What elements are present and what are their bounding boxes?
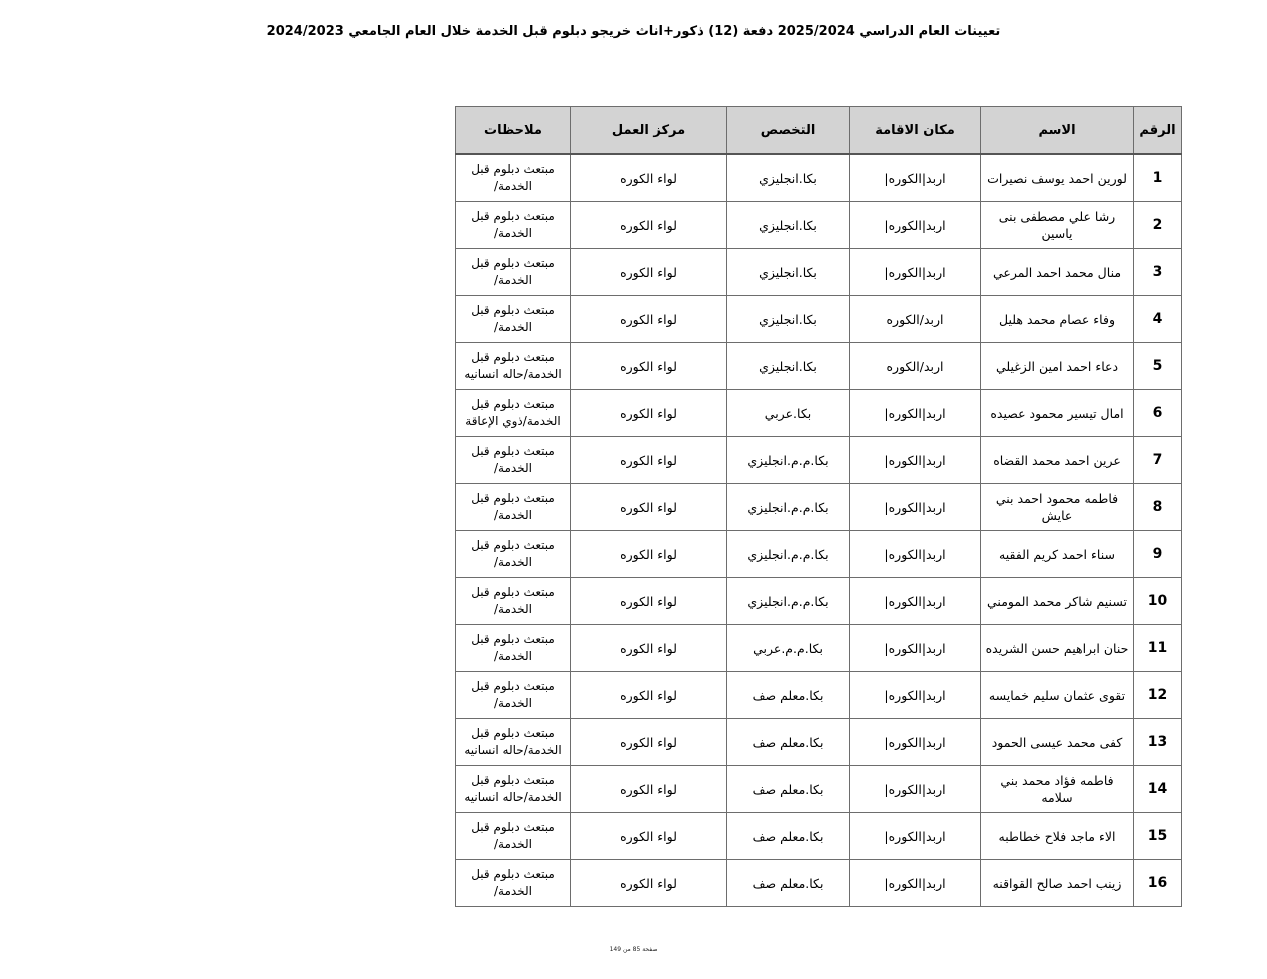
table-row (456, 343, 1182, 390)
cell-notes: مبتعث دبلوم قبل الخدمة/حاله انسانيه (456, 719, 571, 766)
cell-name: فاطمه محمود احمد بني عايش (981, 484, 1134, 531)
cell-residence: اربد/الكوره (850, 343, 981, 390)
cell-residence: اربد|الكوره| (850, 766, 981, 813)
cell-workplace: لواء الكوره (571, 390, 727, 437)
cell-name: دعاء احمد امين الزغيلي (981, 343, 1134, 390)
cell-name: وفاء عصام محمد هليل (981, 296, 1134, 343)
cell-notes: مبتعث دبلوم قبل الخدمة/حاله انسانيه (456, 766, 571, 813)
cell-workplace: لواء الكوره (571, 625, 727, 672)
cell-workplace: لواء الكوره (571, 437, 727, 484)
cell-specialty: بكا.انجليزي (727, 154, 850, 202)
cell-notes: مبتعث دبلوم قبل الخدمة/ (456, 202, 571, 249)
cell-name: امال تيسير محمود عصيده (981, 390, 1134, 437)
cell-number: 6 (1134, 390, 1182, 437)
cell-number: 10 (1134, 578, 1182, 625)
cell-specialty: بكا.انجليزي (727, 343, 850, 390)
header-number: الرقم (1134, 107, 1182, 155)
table-row (456, 531, 1182, 578)
table-row (456, 296, 1182, 343)
cell-name: فاطمه فؤاد محمد بني سلامه (981, 766, 1134, 813)
cell-specialty: بكا.معلم صف (727, 672, 850, 719)
table-row (456, 437, 1182, 484)
cell-number: 1 (1134, 154, 1182, 202)
cell-workplace: لواء الكوره (571, 202, 727, 249)
cell-residence: اربد|الكوره| (850, 249, 981, 296)
cell-number: 8 (1134, 484, 1182, 531)
cell-name: تقوى عثمان سليم خمايسه (981, 672, 1134, 719)
cell-residence: اربد|الكوره| (850, 484, 981, 531)
cell-residence: اربد|الكوره| (850, 154, 981, 202)
cell-name: زينب احمد صالح القواقنه (981, 860, 1134, 907)
cell-workplace: لواء الكوره (571, 296, 727, 343)
cell-workplace: لواء الكوره (571, 719, 727, 766)
cell-specialty: بكا.م.م.انجليزي (727, 484, 850, 531)
page-title: تعيينات العام الدراسي 2025/2024 دفعة (12) ذكور+اناث خريجو دبلوم قبل الخدمة خلال العام الجامعي 2024/2023 (266, 24, 1001, 39)
cell-notes: مبتعث دبلوم قبل الخدمة/حاله انسانيه (456, 343, 571, 390)
cell-number: 4 (1134, 296, 1182, 343)
cell-number: 11 (1134, 625, 1182, 672)
page-footer: صفحة 85 من 149 (609, 946, 658, 953)
table-row (456, 860, 1182, 907)
cell-residence: اربد|الكوره| (850, 813, 981, 860)
cell-residence: اربد|الكوره| (850, 625, 981, 672)
table-row (456, 625, 1182, 672)
cell-number: 14 (1134, 766, 1182, 813)
table-row (456, 390, 1182, 437)
cell-specialty: بكا.م.م.عربي (727, 625, 850, 672)
cell-notes: مبتعث دبلوم قبل الخدمة/ (456, 578, 571, 625)
cell-workplace: لواء الكوره (571, 531, 727, 578)
cell-name: عرين احمد محمد القضاه (981, 437, 1134, 484)
cell-name: سناء احمد كريم الفقيه (981, 531, 1134, 578)
cell-notes: مبتعث دبلوم قبل الخدمة/ (456, 860, 571, 907)
cell-name: حنان ابراهيم حسن الشريده (981, 625, 1134, 672)
cell-number: 16 (1134, 860, 1182, 907)
cell-specialty: بكا.معلم صف (727, 860, 850, 907)
cell-notes: مبتعث دبلوم قبل الخدمة/ (456, 437, 571, 484)
cell-specialty: بكا.انجليزي (727, 202, 850, 249)
table-row (456, 719, 1182, 766)
header-notes: ملاحظات (456, 107, 571, 155)
table-row (456, 672, 1182, 719)
table-row (456, 202, 1182, 249)
cell-number: 7 (1134, 437, 1182, 484)
cell-specialty: بكا.م.م.انجليزي (727, 531, 850, 578)
cell-number: 12 (1134, 672, 1182, 719)
cell-specialty: بكا.معلم صف (727, 719, 850, 766)
cell-specialty: بكا.معلم صف (727, 766, 850, 813)
cell-notes: مبتعث دبلوم قبل الخدمة/ (456, 672, 571, 719)
cell-notes: مبتعث دبلوم قبل الخدمة/ (456, 154, 571, 202)
cell-name: الاء ماجد فلاح خطاطبه (981, 813, 1134, 860)
cell-residence: اربد|الكوره| (850, 860, 981, 907)
cell-notes: مبتعث دبلوم قبل الخدمة/ذوي الإعاقة (456, 390, 571, 437)
cell-specialty: بكا.م.م.انجليزي (727, 578, 850, 625)
table-body (456, 154, 1182, 907)
cell-workplace: لواء الكوره (571, 484, 727, 531)
appointments-table (455, 106, 1182, 907)
cell-workplace: لواء الكوره (571, 860, 727, 907)
cell-number: 9 (1134, 531, 1182, 578)
cell-residence: اربد|الكوره| (850, 578, 981, 625)
cell-notes: مبتعث دبلوم قبل الخدمة/ (456, 484, 571, 531)
cell-name: رشا علي مصطفى بنى ياسين (981, 202, 1134, 249)
header-specialty: التخصص (727, 107, 850, 155)
cell-workplace: لواء الكوره (571, 578, 727, 625)
cell-workplace: لواء الكوره (571, 154, 727, 202)
cell-number: 13 (1134, 719, 1182, 766)
cell-notes: مبتعث دبلوم قبل الخدمة/ (456, 813, 571, 860)
cell-workplace: لواء الكوره (571, 343, 727, 390)
appointments-table-container (455, 106, 1181, 907)
cell-workplace: لواء الكوره (571, 813, 727, 860)
cell-number: 2 (1134, 202, 1182, 249)
table-row (456, 249, 1182, 296)
header-name: الاسم (981, 107, 1134, 155)
cell-workplace: لواء الكوره (571, 672, 727, 719)
cell-number: 15 (1134, 813, 1182, 860)
cell-workplace: لواء الكوره (571, 249, 727, 296)
cell-name: كفى محمد عيسى الحمود (981, 719, 1134, 766)
cell-number: 5 (1134, 343, 1182, 390)
cell-notes: مبتعث دبلوم قبل الخدمة/ (456, 531, 571, 578)
cell-residence: اربد|الكوره| (850, 672, 981, 719)
cell-residence: اربد|الكوره| (850, 390, 981, 437)
cell-specialty: بكا.معلم صف (727, 813, 850, 860)
header-workplace: مركز العمل (571, 107, 727, 155)
cell-residence: اربد|الكوره| (850, 202, 981, 249)
cell-number: 3 (1134, 249, 1182, 296)
table-row (456, 484, 1182, 531)
table-row (456, 154, 1182, 202)
cell-residence: اربد|الكوره| (850, 719, 981, 766)
cell-notes: مبتعث دبلوم قبل الخدمة/ (456, 296, 571, 343)
cell-notes: مبتعث دبلوم قبل الخدمة/ (456, 625, 571, 672)
cell-residence: اربد|الكوره| (850, 437, 981, 484)
table-header-row (456, 107, 1182, 155)
header-residence: مكان الاقامة (850, 107, 981, 155)
cell-name: لورين احمد يوسف نصيرات (981, 154, 1134, 202)
cell-notes: مبتعث دبلوم قبل الخدمة/ (456, 249, 571, 296)
cell-residence: اربد/الكوره (850, 296, 981, 343)
cell-specialty: بكا.انجليزي (727, 296, 850, 343)
cell-name: تسنيم شاكر محمد المومني (981, 578, 1134, 625)
cell-specialty: بكا.م.م.انجليزي (727, 437, 850, 484)
cell-specialty: بكا.عربي (727, 390, 850, 437)
cell-name: منال محمد احمد المرعي (981, 249, 1134, 296)
table-row (456, 766, 1182, 813)
table-row (456, 813, 1182, 860)
cell-residence: اربد|الكوره| (850, 531, 981, 578)
cell-specialty: بكا.انجليزي (727, 249, 850, 296)
cell-workplace: لواء الكوره (571, 766, 727, 813)
table-row (456, 578, 1182, 625)
